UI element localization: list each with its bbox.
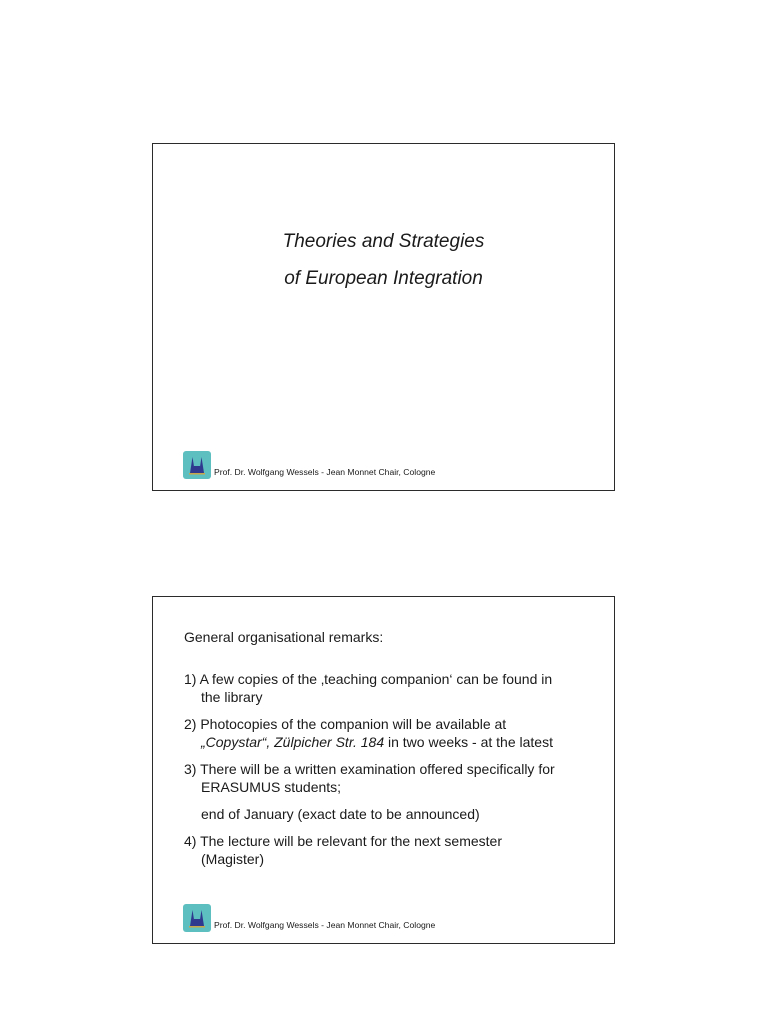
cathedral-logo-icon	[183, 904, 211, 932]
list-item-line: 2) Photocopies of the companion will be available at	[184, 716, 507, 732]
list-item-continuation: the library	[201, 689, 263, 705]
exam-date-note: end of January (exact date to be announced)	[201, 806, 480, 822]
list-item-continuation-rest: in two weeks - at the latest	[384, 734, 553, 750]
list-item	[184, 760, 600, 796]
list-item-continuation: ERASUMUS students;	[201, 779, 342, 795]
list-item-continuation: (Magister)	[201, 851, 265, 867]
list-item	[184, 832, 600, 868]
footer-text: Prof. Dr. Wolfgang Wessels - Jean Monnet Chair, Cologne	[214, 467, 436, 477]
cathedral-logo-icon	[183, 451, 211, 479]
remarks-slide	[152, 596, 615, 944]
slide-heading: General organisational remarks:	[184, 629, 384, 645]
slide-title-line-2: of European Integration	[284, 268, 483, 289]
list-item-line: 1) A few copies of the ‚teaching companion‘ can be found in	[184, 671, 553, 687]
title-slide	[152, 143, 615, 491]
list-item-continuation	[184, 733, 600, 751]
list-item-line: 4) The lecture will be relevant for the next semester	[184, 833, 503, 849]
list-item	[184, 670, 600, 706]
footer-text: Prof. Dr. Wolfgang Wessels - Jean Monnet Chair, Cologne	[214, 920, 436, 930]
slide-content	[184, 628, 600, 877]
list-item	[184, 715, 600, 751]
address-text: „Copystar“, Zülpicher Str. 184	[201, 734, 385, 750]
list-item-line: 3) There will be a written examination offered specifically for	[184, 761, 555, 777]
slide-title-line-1: Theories and Strategies	[282, 231, 485, 252]
